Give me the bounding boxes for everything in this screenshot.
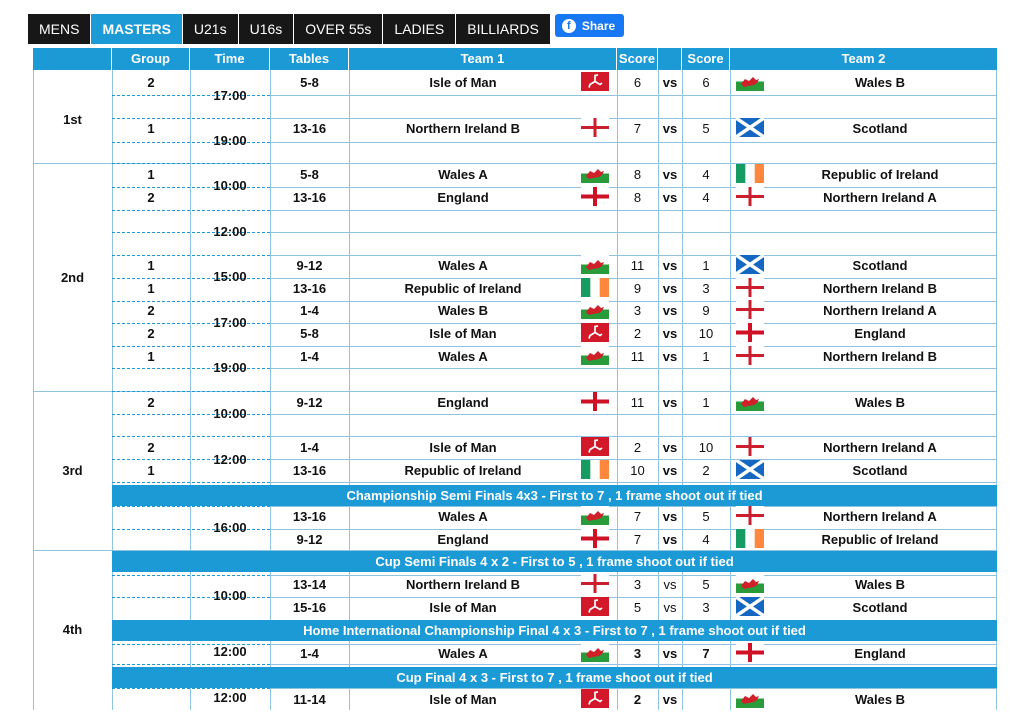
england-flag-icon — [736, 643, 764, 662]
wales-flag-icon — [736, 689, 764, 708]
match-tables: 1-4 — [300, 440, 319, 455]
time-slot: 17:00 — [213, 88, 247, 103]
match-score2: 5 — [702, 509, 710, 524]
match-score1: 8 — [633, 190, 642, 205]
match-tables: 5-8 — [300, 167, 319, 182]
time-slot: 19:00 — [213, 360, 247, 375]
time-slot: 10:00 — [213, 406, 247, 421]
match-team1: Isle of Man — [429, 326, 497, 341]
match-team2: Scotland — [852, 463, 908, 478]
match-group: 2 — [147, 190, 155, 205]
match-vs: vs — [662, 349, 678, 364]
grid-line — [270, 688, 997, 689]
time-slot: 15:00 — [213, 269, 247, 284]
match-team2: Republic of Ireland — [821, 532, 939, 547]
tab-mens[interactable]: MENS — [28, 14, 91, 44]
time-slot: 12:00 — [213, 690, 247, 705]
ireland-flag-icon — [581, 278, 609, 297]
match-score1: 2 — [633, 326, 642, 341]
match-group: 2 — [147, 395, 155, 410]
day-label-1st: 1st — [63, 112, 82, 127]
match-score1: 3 — [633, 577, 642, 592]
match-team1: Isle of Man — [429, 75, 497, 90]
match-tables: 13-16 — [292, 190, 327, 205]
scotland-flag-icon — [736, 460, 764, 479]
match-team1: Republic of Ireland — [404, 463, 522, 478]
match-score1: 5 — [633, 600, 642, 615]
facebook-share-button[interactable] — [555, 14, 624, 37]
wales-flag-icon — [581, 506, 609, 525]
grid-line — [270, 414, 997, 415]
match-tables: 9-12 — [296, 532, 323, 547]
match-vs: vs — [662, 440, 678, 455]
match-vs: vs — [662, 303, 678, 318]
match-score2 — [682, 690, 730, 710]
match-team1: England — [437, 395, 489, 410]
match-tables: 1-4 — [300, 303, 319, 318]
match-vs: vs — [662, 509, 678, 524]
match-vs: vs — [662, 326, 678, 341]
grid-line — [270, 664, 997, 665]
tab-u21s[interactable]: U21s — [183, 14, 239, 44]
header-vs-blank — [658, 48, 682, 70]
match-team2: Wales B — [854, 75, 906, 90]
grid-line — [112, 506, 270, 507]
match-score1: 6 — [633, 75, 642, 90]
match-tables: 5-8 — [300, 75, 319, 90]
ni-flag-icon — [581, 574, 609, 593]
ni-flag-icon — [736, 346, 764, 365]
match-team1: Isle of Man — [429, 600, 497, 615]
day-label-3rd: 3rd — [62, 463, 83, 478]
match-team2: Northern Ireland A — [823, 303, 937, 318]
match-team2: Northern Ireland A — [823, 440, 937, 455]
match-score2: 10 — [698, 440, 714, 455]
scotland-flag-icon — [736, 597, 764, 616]
time-slot: 10:00 — [213, 178, 247, 193]
grid-line — [112, 163, 270, 164]
iom-flag-icon — [581, 72, 609, 91]
day-label-2nd: 2nd — [60, 270, 85, 285]
ni-flag-icon — [736, 187, 764, 206]
match-tables: 9-12 — [296, 395, 323, 410]
match-group: 1 — [147, 167, 155, 182]
match-score2: 1 — [702, 349, 710, 364]
match-tables: 13-16 — [292, 281, 327, 296]
match-team2: Scotland — [852, 600, 908, 615]
england-flag-icon — [736, 323, 764, 342]
stage-banner-cup-final: Cup Final 4 x 3 - First to 7 , 1 frame shoot out if tied — [112, 667, 997, 688]
grid-line — [270, 232, 997, 233]
header-team1: Team 1 — [349, 48, 617, 70]
match-score2: 1 — [702, 395, 710, 410]
match-score1: 11 — [630, 395, 645, 410]
match-score1: 3 — [633, 646, 642, 661]
grid-line — [270, 368, 997, 369]
match-team1: Republic of Ireland — [404, 281, 522, 296]
wales-flag-icon — [581, 255, 609, 274]
match-score2: 4 — [702, 190, 710, 205]
iom-flag-icon — [581, 437, 609, 456]
match-tables: 1-4 — [300, 646, 319, 661]
header-score1: Score — [617, 48, 658, 70]
wales-flag-icon — [736, 392, 764, 411]
grid-line — [270, 95, 997, 96]
time-slot: 12:00 — [213, 224, 247, 239]
match-team1: England — [437, 190, 489, 205]
match-group: 2 — [147, 303, 155, 318]
header-time: Time — [190, 48, 270, 70]
match-vs: vs — [662, 463, 678, 478]
iom-flag-icon — [581, 323, 609, 342]
grid-line — [996, 70, 997, 710]
time-slot: 12:00 — [213, 644, 247, 659]
match-score1: 11 — [630, 258, 645, 273]
grid-line — [112, 391, 270, 392]
match-score1: 2 — [633, 440, 642, 455]
match-score2: 4 — [702, 532, 710, 547]
match-tables: 11-14 — [293, 692, 326, 707]
match-score1: 8 — [633, 167, 642, 182]
ni-flag-icon — [581, 118, 609, 137]
match-group: 1 — [147, 463, 155, 478]
time-slot: 19:00 — [213, 133, 247, 148]
match-score1: 7 — [633, 509, 642, 524]
match-team2: Northern Ireland B — [822, 281, 938, 296]
match-team1: Wales B — [437, 303, 489, 318]
header-group: Group — [112, 48, 190, 70]
match-vs: vs — [662, 532, 678, 547]
scotland-flag-icon — [736, 118, 764, 137]
ni-flag-icon — [736, 300, 764, 319]
england-flag-icon — [581, 392, 609, 411]
day-label-4th: 4th — [62, 622, 83, 637]
tab-billiards[interactable]: BILLIARDS — [456, 14, 551, 44]
match-tables: 13-14 — [292, 577, 327, 592]
match-score2: 1 — [702, 258, 710, 273]
match-vs: vs — [662, 281, 678, 296]
match-score1: 7 — [633, 532, 642, 547]
ireland-flag-icon — [736, 164, 764, 183]
match-score1: 3 — [633, 303, 642, 318]
match-vs: vs — [662, 75, 678, 90]
ireland-flag-icon — [736, 529, 764, 548]
iom-flag-icon — [581, 689, 609, 708]
grid-line — [190, 70, 191, 710]
match-group: 2 — [147, 326, 155, 341]
match-score1: 11 — [630, 349, 645, 364]
time-slot: 17:00 — [213, 315, 247, 330]
grid-line — [112, 482, 270, 483]
match-tables: 15-16 — [292, 600, 327, 615]
ni-flag-icon — [736, 506, 764, 525]
england-flag-icon — [581, 529, 609, 548]
grid-line — [270, 163, 997, 164]
ireland-flag-icon — [581, 460, 609, 479]
match-score2: 10 — [698, 326, 714, 341]
match-score2: 9 — [702, 303, 710, 318]
match-team1: Wales A — [438, 646, 488, 661]
match-tables: 13-16 — [292, 463, 327, 478]
wales-flag-icon — [581, 164, 609, 183]
match-vs: vs — [662, 121, 678, 136]
time-slot: 10:00 — [213, 588, 247, 603]
match-team1: Wales A — [438, 167, 488, 182]
tab-ladies[interactable]: LADIES — [383, 14, 456, 44]
grid-line — [33, 70, 34, 710]
match-team2: England — [854, 326, 906, 341]
category-tabs — [28, 14, 624, 44]
match-team1: Isle of Man — [429, 692, 497, 707]
match-team2: Wales B — [854, 577, 906, 592]
match-team1: Isle of Man — [429, 440, 497, 455]
header-team2: Team 2 — [730, 48, 997, 70]
wales-flag-icon — [736, 72, 764, 91]
match-vs: vs — [662, 190, 678, 205]
match-team2: England — [854, 646, 906, 661]
match-vs: vs — [662, 395, 678, 410]
header-day — [33, 48, 112, 70]
stage-banner-championship-final: Home International Championship Final 4 x 3 - First to 7 , 1 frame shoot out if tied — [112, 620, 997, 641]
wales-flag-icon — [736, 574, 764, 593]
match-group: 2 — [147, 440, 155, 455]
match-score2: 3 — [702, 281, 710, 296]
match-vs: vs — [663, 600, 677, 615]
match-team1: Northern Ireland B — [405, 121, 521, 136]
match-team2: Wales B — [854, 395, 906, 410]
match-score2: 2 — [702, 463, 710, 478]
match-team2: Northern Ireland B — [822, 349, 938, 364]
match-score2: 4 — [702, 167, 710, 182]
match-group: 1 — [147, 258, 155, 273]
match-tables: 5-8 — [300, 326, 319, 341]
grid-line — [270, 142, 997, 143]
match-team1: Wales A — [438, 258, 488, 273]
match-vs: vs — [662, 258, 678, 273]
tab-masters[interactable]: MASTERS — [91, 14, 182, 44]
ni-flag-icon — [736, 437, 764, 456]
match-tables: 9-12 — [296, 258, 323, 273]
iom-flag-icon — [581, 597, 609, 616]
time-slot: 16:00 — [213, 520, 247, 535]
match-team1: Northern Ireland B — [405, 577, 521, 592]
match-score1: 9 — [633, 281, 642, 296]
scotland-flag-icon — [736, 255, 764, 274]
tab-over-55s[interactable]: OVER 55s — [294, 14, 383, 44]
grid-line — [112, 436, 270, 437]
ni-flag-icon — [736, 278, 764, 297]
match-score2: 6 — [702, 75, 710, 90]
match-team2: Scotland — [852, 258, 908, 273]
wales-flag-icon — [581, 346, 609, 365]
grid-line — [112, 210, 270, 211]
stage-banner-championship-semi-finals: Championship Semi Finals 4x3 - First to 7 , 1 frame shoot out if tied — [112, 485, 997, 506]
tab-u16s[interactable]: U16s — [239, 14, 295, 44]
match-score1: 2 — [633, 692, 642, 707]
match-vs: vs — [662, 646, 678, 661]
grid-line — [270, 482, 997, 483]
match-team2: Scotland — [852, 121, 908, 136]
match-vs: vs — [662, 167, 678, 182]
match-score2: 7 — [702, 646, 710, 661]
match-score1: 7 — [633, 121, 642, 136]
match-score1: 10 — [630, 463, 645, 478]
match-team2: Northern Ireland A — [823, 190, 937, 205]
match-group: 1 — [147, 349, 155, 364]
time-slot: 12:00 — [213, 452, 247, 467]
share-label: Share — [581, 18, 616, 33]
match-score2: 5 — [702, 121, 710, 136]
grid-line — [112, 664, 270, 665]
match-team2: Wales B — [854, 692, 906, 707]
match-vs: vs — [662, 692, 678, 707]
grid-line — [270, 459, 997, 460]
match-tables: 13-16 — [292, 509, 327, 524]
match-group: 1 — [147, 281, 155, 296]
grid-line — [270, 210, 997, 211]
grid-line — [730, 70, 731, 710]
facebook-icon: f — [562, 19, 576, 33]
stage-banner-cup-semi-finals: Cup Semi Finals 4 x 2 - First to 5 , 1 frame shoot out if tied — [112, 551, 997, 572]
header-score2: Score — [682, 48, 730, 70]
match-team1: Wales A — [438, 509, 488, 524]
wales-flag-icon — [581, 300, 609, 319]
match-team1: England — [437, 532, 489, 547]
match-group: 2 — [147, 75, 155, 90]
grid-line — [270, 391, 997, 392]
match-team2: Republic of Ireland — [821, 167, 939, 182]
match-team1: Wales A — [438, 349, 488, 364]
match-tables: 1-4 — [300, 349, 319, 364]
england-flag-icon — [581, 187, 609, 206]
header-tables: Tables — [270, 48, 349, 70]
match-group: 1 — [147, 121, 155, 136]
grid-line — [112, 575, 270, 576]
match-score2: 5 — [702, 577, 710, 592]
wales-flag-icon — [581, 643, 609, 662]
match-tables: 13-16 — [292, 121, 327, 136]
grid-line — [270, 436, 997, 437]
match-vs: vs — [663, 577, 677, 592]
match-team2: Northern Ireland A — [823, 509, 937, 524]
match-score2: 3 — [702, 600, 710, 615]
